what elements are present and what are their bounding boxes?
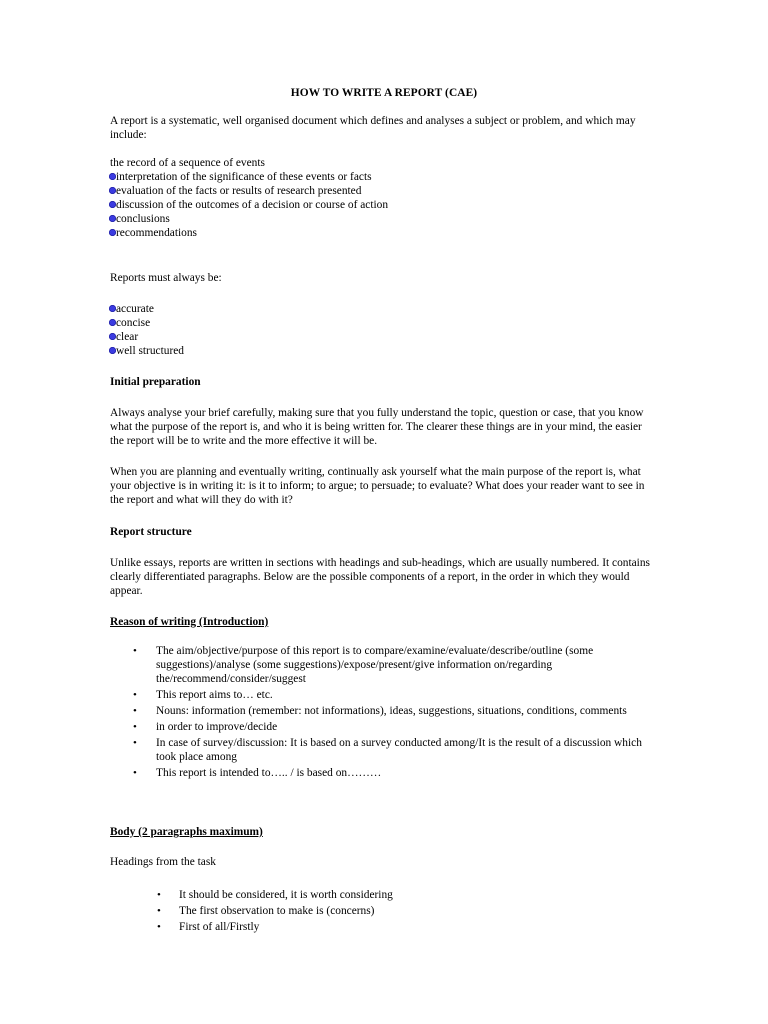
must-be-list	[110, 302, 650, 358]
list-item-text: recommendations	[116, 227, 197, 239]
list-item-text: concise	[116, 317, 151, 329]
blue-dot-marker-icon	[109, 319, 116, 326]
list-item-text: This report is intended to….. / is based on………	[156, 767, 382, 779]
blue-dot-marker-icon	[109, 215, 116, 222]
list-item	[110, 330, 650, 344]
list-item	[110, 156, 650, 170]
list-item	[110, 198, 650, 212]
section-heading-report-structure: Report structure	[110, 526, 192, 538]
body-bullet-list	[157, 888, 639, 934]
list-item	[110, 316, 650, 330]
blue-dot-marker-icon	[109, 201, 116, 208]
list-item	[157, 904, 639, 918]
document-title: HOW TO WRITE A REPORT (CAE)	[290, 87, 478, 99]
must-be-intro: Reports must always be:	[110, 272, 222, 284]
include-list	[110, 156, 650, 240]
list-item-text: evaluation of the facts or results of research presented	[116, 185, 362, 197]
bullet-dot-icon: •	[157, 889, 161, 901]
list-item-text: accurate	[116, 303, 154, 315]
bullet-dot-icon: •	[133, 767, 137, 779]
list-item-text: conclusions	[116, 213, 170, 225]
bullet-dot-icon: •	[133, 705, 137, 717]
blue-dot-marker-icon	[109, 305, 116, 312]
bullet-dot-icon: •	[133, 689, 137, 701]
list-item-text: clear	[116, 331, 139, 343]
list-item	[110, 170, 650, 184]
reason-bullet-list	[133, 644, 656, 780]
blue-dot-marker-icon	[109, 173, 116, 180]
initial-preparation-paragraph-2: When you are planning and eventually writing, continually ask yourself what the main purpose of the report is, what your objective is in writing it: is it to inform; to argue; to persuade; to evaluate? What does your reader want to see in the report and what will they do with it?	[110, 466, 645, 506]
section-heading-initial-preparation: Initial preparation	[110, 376, 201, 388]
list-item	[110, 212, 650, 226]
body-subheading: Headings from the task	[110, 856, 216, 868]
list-item-text: in order to improve/decide	[156, 721, 278, 733]
list-item	[133, 644, 656, 686]
list-item-text: The aim/objective/purpose of this report is to compare/examine/evaluate/describe/outline (some suggestions)/analyse (some suggestions)/expose/present/give information on/regarding the/recommend/consider/suggest	[156, 645, 594, 685]
initial-preparation-paragraph-1: Always analyse your brief carefully, making sure that you fully understand the topic, question or case, that you know what the purpose of the report is, and who it is being written for. The clearer these things are in your mind, the easier the report will be to write and the more effective it will be.	[110, 407, 644, 447]
bullet-dot-icon: •	[157, 905, 161, 917]
list-item-text: The first observation to make is (concerns)	[179, 905, 375, 917]
section-heading-body: Body (2 paragraphs maximum)	[110, 826, 263, 838]
list-item-text: discussion of the outcomes of a decision or course of action	[116, 199, 389, 211]
list-item	[157, 888, 639, 902]
list-item	[110, 302, 650, 316]
list-item-text: In case of survey/discussion: It is based on a survey conducted among/It is the result of a discussion which took place among	[156, 737, 642, 763]
bullet-dot-icon: •	[133, 737, 137, 749]
bullet-dot-icon: •	[157, 921, 161, 933]
list-item	[110, 226, 650, 240]
list-item-text: the record of a sequence of events	[110, 157, 265, 169]
list-item-text: This report aims to… etc.	[156, 689, 273, 701]
blue-dot-marker-icon	[109, 333, 116, 340]
list-item-text: Nouns: information (remember: not informations), ideas, suggestions, situations, conditions, comments	[156, 705, 627, 717]
bullet-dot-icon: •	[133, 645, 137, 657]
list-item	[133, 736, 656, 764]
list-item-text: It should be considered, it is worth considering	[179, 889, 393, 901]
list-item-text: well structured	[116, 345, 185, 357]
list-item	[110, 344, 650, 358]
intro-paragraph: A report is a systematic, well organised document which defines and analyses a subject or problem, and which may include:	[110, 115, 636, 141]
blue-dot-marker-icon	[109, 187, 116, 194]
section-heading-reason-of-writing: Reason of writing (Introduction)	[110, 616, 269, 628]
list-item-text: First of all/Firstly	[179, 921, 260, 933]
blue-dot-marker-icon	[109, 347, 116, 354]
list-item	[133, 704, 656, 718]
list-item-text: interpretation of the significance of these events or facts	[116, 171, 372, 183]
bullet-dot-icon: •	[133, 721, 137, 733]
list-item	[157, 920, 639, 934]
list-item	[133, 688, 656, 702]
list-item	[110, 184, 650, 198]
list-item	[133, 720, 656, 734]
list-item	[133, 766, 656, 780]
report-structure-paragraph: Unlike essays, reports are written in sections with headings and sub-headings, which are usually numbered. It contains clearly differentiated paragraphs. Below are the possible components of a report, in the order in which they would appear.	[110, 557, 650, 597]
blue-dot-marker-icon	[109, 229, 116, 236]
